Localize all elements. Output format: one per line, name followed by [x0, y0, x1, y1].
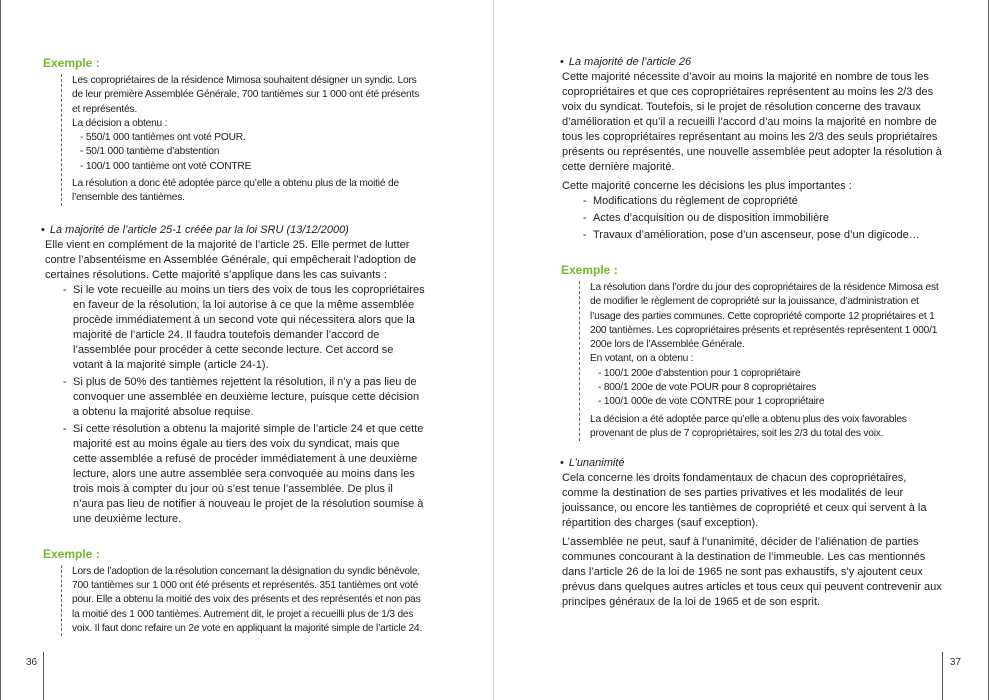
- list-item: - Si le vote recueille au moins un tiers des voix de tous les copropriétaires en faveur de la résolution, la loi autorise à ce que la même assemblée procède immédiatement à un second vote qui nécessitera alors que la majorité de l’article 24. Il faudra toutefois demander l’accord de l’assemblée pour procéder à cette seconde lecture. Cet accord se votant à la majorité simple (article 24-1).: [63, 283, 425, 373]
- page-number: 36: [26, 657, 38, 668]
- example-conclusion: La décision a été adoptée parce qu’elle a obtenu plus des voix favorables provenant de plus de 7 copropriétaires, soit les 2/3 du total des voix.: [590, 413, 907, 439]
- bullet-icon: •: [560, 56, 564, 68]
- vote-list: [72, 131, 425, 174]
- section-title: [41, 224, 425, 236]
- example-block: [44, 56, 425, 206]
- example-text: Lors de l’adoption de la résolution concernant la désignation du syndic bénévole, 700 tantièmes sur 1 000 ont été présents et représentés. 351 tantièmes ont voté pour. Elle a obtenu la moitié des voix des présents et des représentés et non pas la moitié des 1 000 tantièmes. Autrement dit, le projet a recueilli plus de 1/3 des voix. Il faut donc refaire un 2e vote en appliquant la majorité simple de l’article 24.: [72, 565, 423, 634]
- example-title: Exemple :: [43, 546, 100, 561]
- bullet-icon: •: [41, 223, 45, 236]
- section-article-26: [560, 56, 943, 243]
- case-list: [45, 283, 425, 527]
- margin-rule: [43, 652, 44, 700]
- vote-list: [590, 367, 943, 410]
- example-block: [44, 547, 425, 636]
- section-paragraph: Cela concerne les droits fondamentaux de chacun des copropriétaires, comme la destination de ses parties privatives et les modalités de leur jouissance, ou encore les tantièmes de copropriété et ceux qui servent à la répartition des charges (sauf exception).: [562, 472, 927, 530]
- page-number: 37: [949, 657, 961, 668]
- example-intro: La résolution dans l’ordre du jour des copropriétaires de la résidence Mimosa est de modifier le règlement de copropriété sur la jouissance, d’administration et l’usage des parties communes. Cette copropriété comporte 12 propriétaires et 1 200 tantièmes. Les copropriétaires présents et représentés représentent 1 000/1 200e lors de l’Assemblée Générale.: [590, 282, 939, 351]
- list-item: - 800/1 200e de vote POUR pour 8 copropriétaires: [598, 381, 943, 395]
- decision-list: [565, 194, 943, 243]
- example-box: [61, 74, 425, 206]
- list-item: - Si plus de 50% des tantièmes rejettent la résolution, il n’y a pas lieu de convoquer une assemblée en deuxième lecture, puisque cette décision a obtenu la majorité absolue requise.: [63, 375, 425, 420]
- left-page: [0, 0, 494, 700]
- section-paragraph: L’assemblée ne peut, sauf à l’unanimité, décider de l’aliénation de parties communes concourant à la destination de l’immeuble. Les cas mentionnés dans l’article 26 de la loi de 1965 ne sont pas exhaustifs, s’y ajoutent ceux prévus dans quelques autres articles et tous ceux qui peuvent contrevenir aux principes généraux de la loi de 1965 et de son esprit.: [562, 536, 942, 609]
- bullet-icon: •: [560, 457, 564, 470]
- section-article-25-1: [41, 223, 425, 527]
- example-block: [562, 263, 943, 441]
- list-item: - Actes d’acquisition ou de disposition immobilière: [583, 211, 943, 226]
- section-title: [560, 457, 943, 469]
- section-paragraph: Cette majorité concerne les décisions les plus importantes :: [562, 180, 852, 192]
- example-title: Exemple :: [561, 263, 618, 277]
- example-title: Exemple :: [43, 56, 100, 70]
- right-page-content: [560, 56, 943, 610]
- section-paragraph: Cette majorité nécessite d’avoir au moins la majorité en nombre de tous les copropriétaires et que ces copropriétaires représentent au moins les 2/3 des voix du syndicat. Toutefois, si le projet de résolution concerne des travaux d’amélioration et qu’il a recueilli l’accord d’au moins la majorité en nombre de tous les copropriétaires représentant au moins les 2/3 des seuls propriétaires présents ou représentés, une nouvelle assemblée peut adopter la résolution à cette dernière majorité.: [562, 71, 942, 173]
- list-item: - Si cette résolution a obtenu la majorité simple de l’article 24 et que cette majorité est au moins égale au tiers des voix du syndicat, mais que cette assemblée a refusé de procéder immédiatement à une deuxième lecture, alors une autre assemblée sera convoquée au moins dans les trois mois à compter du jour où s’est tenue l’assemblée. De plus il n’aura pas lieu de notifier à nouveau le projet de la résolution soumise à une deuxième lecture.: [63, 422, 425, 527]
- margin-rule: [942, 652, 943, 700]
- list-item: - 100/1 200e d’abstention pour 1 copropriétaire: [598, 367, 943, 381]
- example-conclusion: La résolution a donc été adoptée parce qu’elle a obtenu plus de la moitié de l’ensemble des tantièmes.: [72, 178, 399, 204]
- section-title: [560, 56, 943, 68]
- list-item: - 100/1 000 tantième ont voté CONTRE: [80, 160, 425, 174]
- decision-label: La décision a obtenu :: [72, 117, 168, 129]
- list-item: - 50/1 000 tantième d’abstention: [80, 145, 425, 159]
- list-item: - Modifications du règlement de copropriété: [583, 194, 943, 209]
- section-title-text: L’unanimité: [568, 457, 625, 470]
- example-box: [579, 281, 943, 441]
- section-title-text: La majorité de l’article 25-1 créée par la loi SRU (13/12/2000): [49, 223, 349, 236]
- section-intro: Elle vient en complément de la majorité de l’article 25. Elle permet de lutter contre l’absentéisme en Assemblée Générale, qui empêcherait l’adoption de certaines résolutions. Cette majorité s’applique dans les cas suivants :: [45, 238, 417, 281]
- vote-label: En votant, on a obtenu :: [590, 353, 694, 365]
- section-title-text: La majorité de l’article 26: [568, 56, 692, 68]
- list-item: - 550/1 000 tantièmes ont voté POUR.: [80, 131, 425, 145]
- section-unanimite: [560, 457, 943, 610]
- example-box: [61, 565, 425, 636]
- left-page-content: [41, 56, 425, 636]
- example-intro: Les copropriétaires de la résidence Mimosa souhaitent désigner un syndic. Lors de leur première Assemblée Générale, 700 tantièmes sur 1 000 ont été présents et représentés.: [72, 75, 420, 115]
- list-item: - 100/1 000e de vote CONTRE pour 1 copropriétaire: [598, 395, 943, 409]
- right-page: [495, 0, 989, 700]
- list-item: - Travaux d’amélioration, pose d’un ascenseur, pose d’un digicode…: [583, 228, 943, 243]
